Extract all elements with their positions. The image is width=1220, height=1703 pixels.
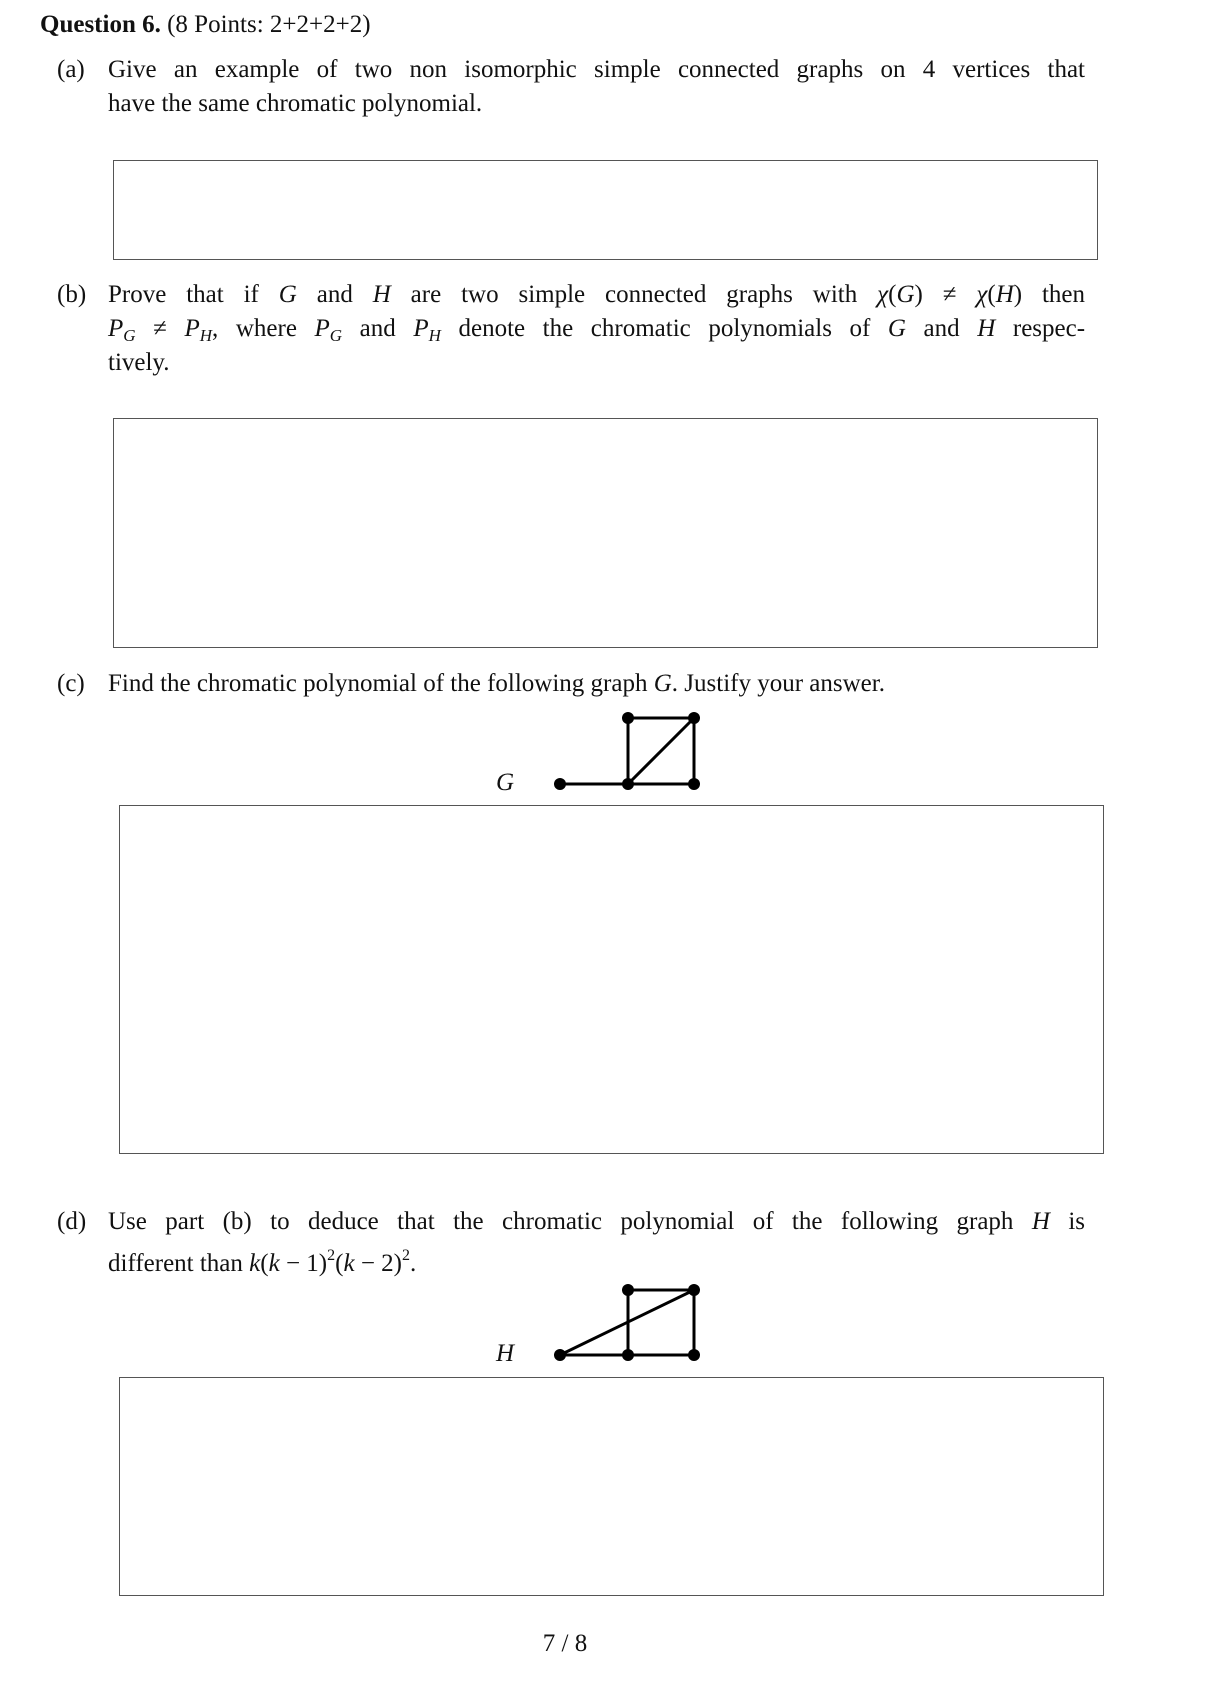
question-label: Question 6. <box>40 11 161 38</box>
part-b-marker: (b) <box>57 281 87 308</box>
graph-h-vertex <box>688 1349 700 1361</box>
graph-h-vertex <box>622 1349 634 1361</box>
answer-box-b[interactable] <box>113 418 1098 648</box>
part-a-line2: have the same chromatic polynomial. <box>108 90 483 117</box>
answer-box-a[interactable] <box>113 160 1098 260</box>
part-a-line1: Give an example of two non isomorphic simple connected graphs on 4 vertices that <box>108 56 1085 83</box>
page-number: 7 / 8 <box>542 1630 588 1657</box>
graph-h-label: H <box>496 1340 515 1367</box>
part-c-marker: (c) <box>57 670 85 697</box>
part-d-marker: (d) <box>57 1208 87 1235</box>
graph-h-vertex <box>688 1284 700 1296</box>
question-points: (8 Points: 2+2+2+2) <box>167 11 371 38</box>
part-b-line2: $P_G \ne P_H$, where $P_G$ and $P_H$ denote the chromatic polynomials of G and H respec- <box>108 315 1086 345</box>
graph-g-vertex <box>554 778 566 790</box>
part-b-line1: Prove that if G and H are two simple connected graphs with χ(G) ≠ χ(H) then <box>108 281 1086 308</box>
answer-box-d[interactable] <box>119 1377 1104 1596</box>
part-a-marker: (a) <box>57 56 85 83</box>
part-b-line3: tively. <box>108 349 170 376</box>
part-d-line2: different than $k(k - 1)^2(k - 2)^2$. <box>108 1247 417 1277</box>
graph-h-edge <box>560 1290 694 1355</box>
graph-g-edge <box>628 718 694 784</box>
graph-g-label: G <box>496 769 515 796</box>
graph-g-vertex <box>688 712 700 724</box>
graph-h-vertex <box>622 1284 634 1296</box>
graph-h-vertex <box>554 1349 566 1361</box>
answer-box-c[interactable] <box>119 805 1104 1154</box>
graph-g-vertex <box>622 778 634 790</box>
part-c-text: Find the chromatic polynomial of the following graph G. Justify your answer. <box>108 670 885 697</box>
graph-g-vertex <box>688 778 700 790</box>
question-header <box>40 8 371 42</box>
graph-g-vertex <box>622 712 634 724</box>
part-d-line1: Use part (b) to deduce that the chromatic polynomial of the following graph H is <box>108 1208 1086 1235</box>
